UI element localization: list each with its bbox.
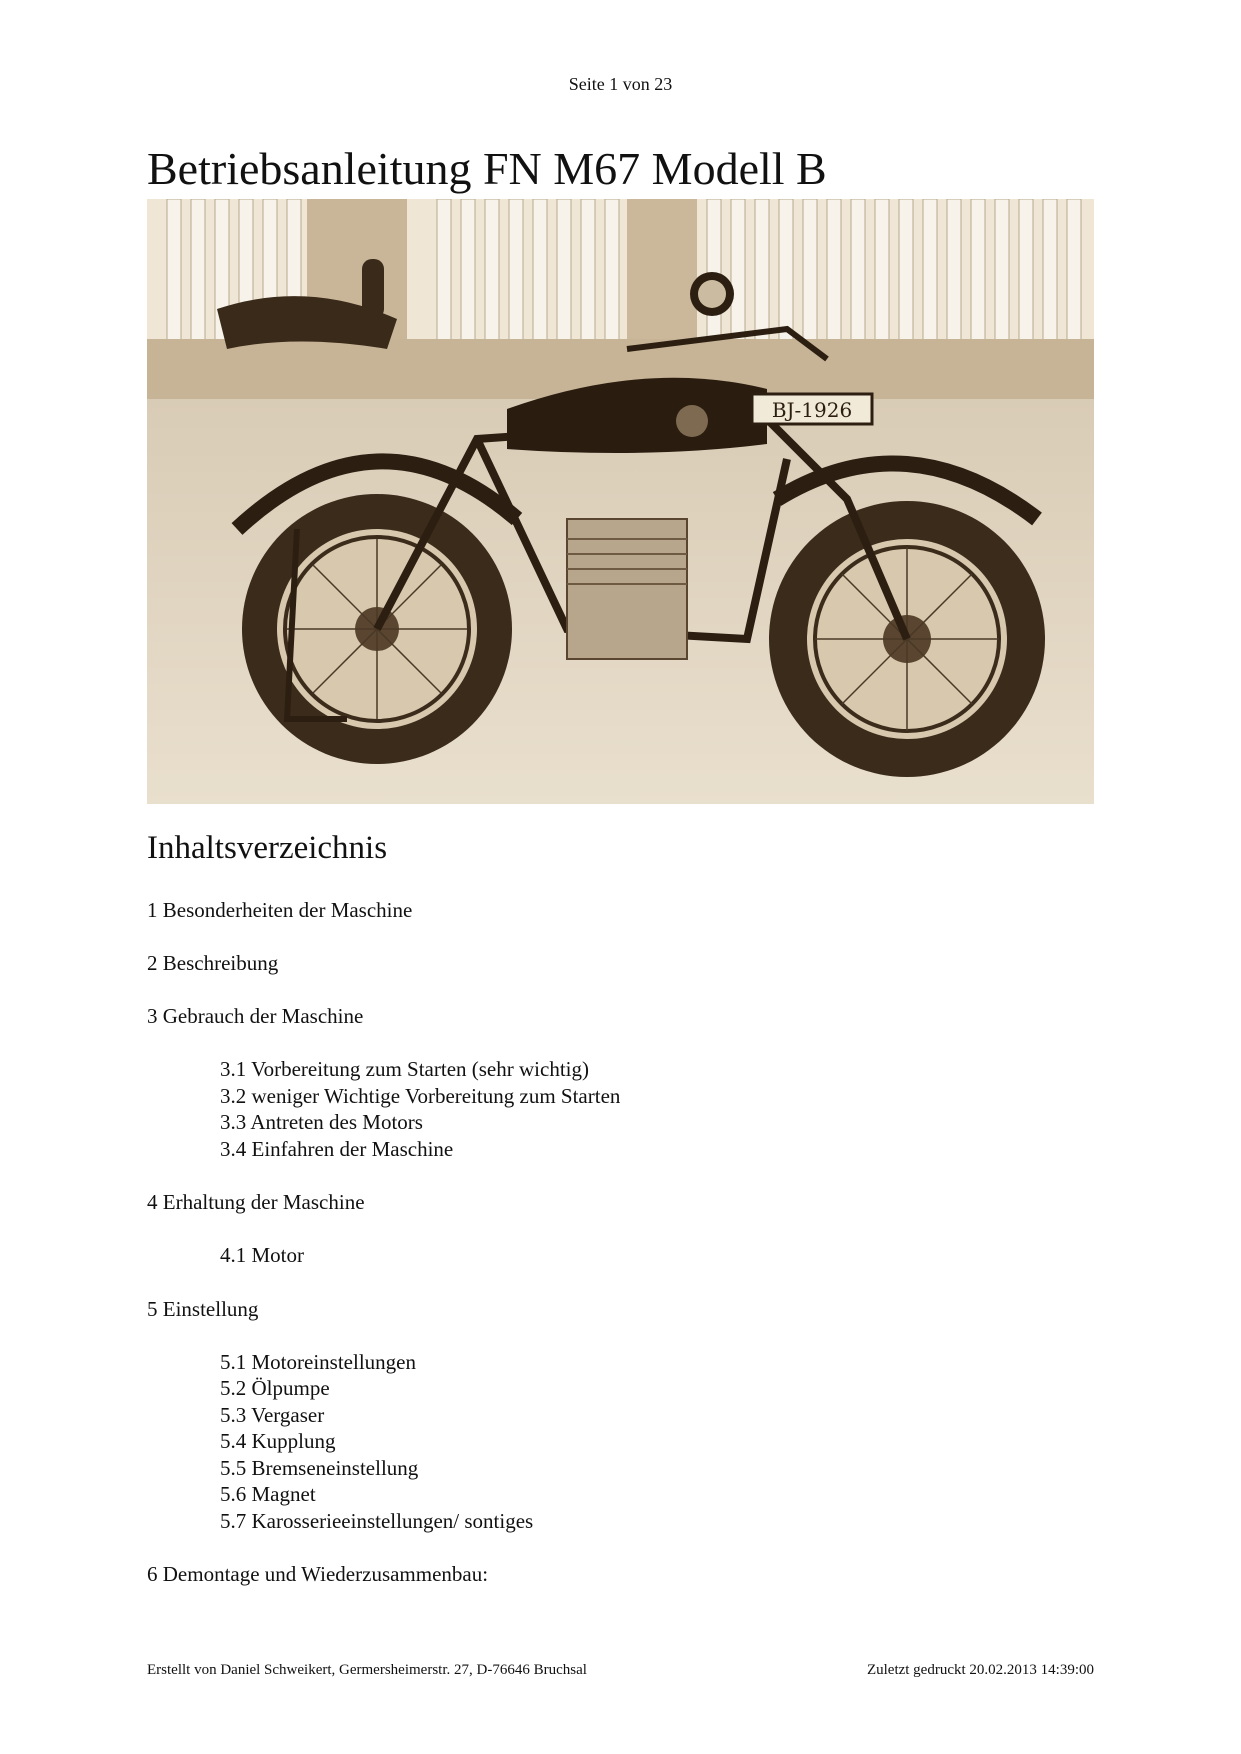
table-of-contents bbox=[147, 897, 1047, 1587]
toc-section[interactable]: 2 Beschreibung bbox=[147, 951, 279, 975]
toc-subsection[interactable]: 5.5 Bremseneinstellung bbox=[220, 1455, 419, 1480]
toc-subsection[interactable]: 4.1 Motor bbox=[220, 1243, 304, 1267]
toc-subsection[interactable]: 5.7 Karosserieeinstellungen/ sontiges bbox=[220, 1508, 534, 1533]
toc-heading: Inhaltsverzeichnis bbox=[147, 830, 388, 866]
toc-section[interactable]: 4 Erhaltung der Maschine bbox=[147, 1190, 365, 1214]
toc-subsection[interactable]: 3.1 Vorbereitung zum Starten (sehr wichtig) bbox=[220, 1057, 589, 1081]
page-number: Seite 1 von 23 bbox=[568, 74, 673, 94]
toc-subsection[interactable]: 5.3 Vergaser bbox=[220, 1402, 325, 1427]
toc-subsection[interactable]: 5.4 Kupplung bbox=[220, 1429, 336, 1453]
footer-author: Erstellt von Daniel Schweikert, Germersheimerstr. 27, D-76646 Bruchsal bbox=[147, 1662, 587, 1678]
toc-subsection[interactable]: 3.3 Antreten des Motors bbox=[220, 1110, 423, 1134]
toc-subsection[interactable]: 5.1 Motoreinstellungen bbox=[220, 1349, 416, 1374]
toc-subsection[interactable]: 3.4 Einfahren der Maschine bbox=[220, 1136, 454, 1161]
toc-subsections bbox=[220, 1349, 1047, 1535]
toc-subsections bbox=[220, 1056, 1047, 1162]
toc-section[interactable]: 5 Einstellung bbox=[147, 1296, 259, 1321]
toc-subsections bbox=[220, 1242, 1047, 1269]
toc-section[interactable]: 6 Demontage und Wiederzusammenbau: bbox=[147, 1562, 489, 1586]
motorcycle-photo bbox=[147, 199, 1094, 804]
toc-subsection[interactable]: 5.6 Magnet bbox=[220, 1482, 316, 1506]
number-plate-text: BJ-1926 bbox=[771, 398, 853, 422]
toc-section[interactable]: 1 Besonderheiten der Maschine bbox=[147, 898, 413, 922]
document-title: Betriebsanleitung FN M67 Modell B bbox=[147, 143, 827, 194]
toc-section[interactable]: 3 Gebrauch der Maschine bbox=[147, 1004, 364, 1028]
toc-subsection[interactable]: 5.2 Ölpumpe bbox=[220, 1376, 330, 1400]
toc-subsection[interactable]: 3.2 weniger Wichtige Vorbereitung zum Starten bbox=[220, 1083, 621, 1108]
footer-print-date: Zuletzt gedruckt 20.02.2013 14:39:00 bbox=[866, 1662, 1094, 1678]
